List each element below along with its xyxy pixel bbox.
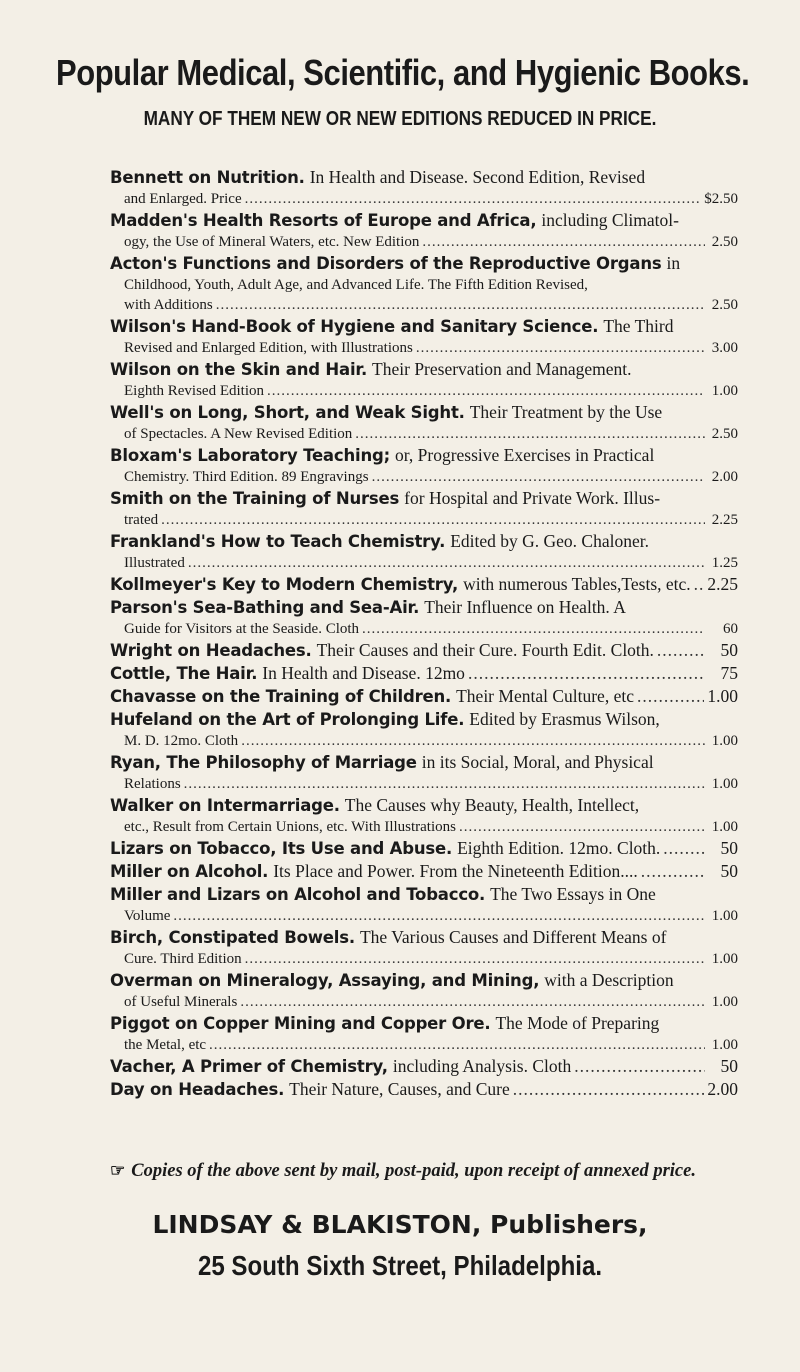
book-entry — [110, 837, 738, 860]
dot-leader — [694, 573, 705, 595]
dot-leader — [459, 817, 705, 837]
book-entry — [110, 794, 738, 837]
book-title: Lizars on Tobacco, Its Use and Abuse. — [110, 839, 453, 858]
dot-leader — [184, 774, 705, 794]
book-title: Overman on Mineralogy, Assaying, and Mining, — [110, 971, 540, 990]
book-price: 50 — [720, 838, 738, 858]
book-entry-line — [110, 731, 738, 751]
book-price: 50 — [720, 640, 738, 660]
book-description: for Hospital and Private Work. Illus- — [404, 488, 661, 508]
book-title: Wilson on the Skin and Hair. — [110, 360, 368, 379]
book-entry — [110, 639, 738, 662]
book-title: Wilson's Hand-Book of Hygiene and Sanitary Science. — [110, 317, 599, 336]
book-entry-line — [110, 530, 738, 553]
dot-leader — [468, 662, 705, 684]
book-entry — [110, 883, 738, 926]
book-description: with numerous Tables,Tests, etc. — [463, 574, 691, 594]
dot-leader — [240, 992, 705, 1012]
book-entry-line — [110, 553, 738, 573]
book-entry — [110, 751, 738, 794]
book-title: Birch, Constipated Bowels. — [110, 928, 355, 947]
book-entry-line — [110, 662, 738, 685]
dot-leader — [416, 338, 705, 358]
dot-leader — [209, 1035, 705, 1055]
page-title: Popular Medical, Scientific, and Hygienic Books. — [56, 52, 750, 93]
book-description: with Additions — [124, 297, 213, 313]
book-entry-line — [110, 295, 738, 315]
dot-leader — [355, 424, 705, 444]
book-description: Its Place and Power. From the Nineteenth Edition.... — [273, 861, 638, 881]
dot-leader — [657, 639, 705, 661]
book-description: and Enlarged. Price — [124, 191, 242, 207]
book-price: 50 — [720, 1056, 738, 1076]
book-price: 75 — [720, 663, 738, 683]
book-entry — [110, 1055, 738, 1078]
book-title: Cottle, The Hair. — [110, 664, 258, 683]
book-title: Parson's Sea-Bathing and Sea-Air. — [110, 598, 420, 617]
book-price: 1.00 — [707, 686, 738, 706]
book-title: Well's on Long, Short, and Weak Sight. — [110, 403, 465, 422]
book-description: Cure. Third Edition — [124, 951, 242, 967]
book-description: Eighth Revised Edition — [124, 383, 264, 399]
book-description: Relations — [124, 776, 181, 792]
book-entry-line — [110, 1012, 738, 1035]
book-price: $2.50 — [704, 191, 738, 207]
book-description: The Mode of Preparing — [495, 1013, 660, 1033]
book-entry-line — [110, 487, 738, 510]
book-description: The Various Causes and Different Means of — [359, 927, 667, 947]
book-entry-line — [110, 381, 738, 401]
mail-notice — [110, 1160, 738, 1182]
book-description: The Causes why Beauty, Health, Intellect, — [344, 795, 640, 815]
book-description: Their Treatment by the Use — [469, 402, 663, 422]
book-description: Their Mental Culture, etc — [456, 686, 634, 706]
book-price: 1.00 — [711, 1037, 738, 1053]
book-description: Their Influence on Health. A — [424, 597, 626, 617]
book-entry-line — [110, 166, 738, 189]
book-entry-line — [110, 969, 738, 992]
book-description: including Analysis. Cloth — [392, 1056, 572, 1076]
dot-leader — [637, 685, 704, 707]
book-price: 2.50 — [711, 234, 738, 250]
book-entry-line — [110, 708, 738, 731]
book-price: 60 — [723, 621, 738, 637]
book-description: Illustrated — [124, 555, 185, 571]
dot-leader — [216, 295, 705, 315]
book-title: Kollmeyer's Key to Modern Chemistry, — [110, 575, 459, 594]
dot-leader — [372, 467, 705, 487]
book-description: Revised and Enlarged Edition, with Illustrations — [124, 340, 413, 356]
book-entry-line — [110, 949, 738, 969]
book-title: Walker on Intermarriage. — [110, 796, 340, 815]
book-title: Ryan, The Philosophy of Marriage — [110, 753, 417, 772]
dot-leader — [362, 619, 705, 639]
book-title: Day on Headaches. — [110, 1080, 285, 1099]
book-price: 2.00 — [707, 1079, 738, 1099]
book-entry-line — [110, 444, 738, 467]
book-description: or, Progressive Exercises in Practical — [395, 445, 655, 465]
book-price: 50 — [720, 861, 738, 881]
dot-leader — [422, 232, 705, 252]
book-entry — [110, 662, 738, 685]
book-price: 3.00 — [711, 340, 738, 356]
book-title: Madden's Health Resorts of Europe and Africa, — [110, 211, 537, 230]
dot-leader — [188, 553, 705, 573]
publisher-address: 25 South Sixth Street, Philadelphia. — [197, 1250, 603, 1281]
book-description: Volume — [124, 908, 171, 924]
book-entry-line — [110, 189, 738, 209]
book-list — [110, 166, 738, 1101]
book-price: 2.00 — [711, 469, 738, 485]
book-entry-line — [110, 992, 738, 1012]
book-description: The Third — [603, 316, 674, 336]
book-entry-line — [110, 338, 738, 358]
book-description: Childhood, Youth, Adult Age, and Advanced Life. The Fifth Edition Revised, — [124, 277, 588, 293]
book-entry — [110, 685, 738, 708]
book-description: of Useful Minerals — [124, 994, 238, 1010]
book-entry — [110, 401, 738, 444]
book-entry-line — [110, 837, 738, 860]
book-title: Vacher, A Primer of Chemistry, — [110, 1057, 388, 1076]
book-entry-line — [110, 232, 738, 252]
book-entry-line — [110, 209, 738, 232]
book-entry — [110, 969, 738, 1012]
book-price: 1.00 — [711, 994, 738, 1010]
book-entry-line — [110, 1078, 738, 1101]
book-price: 1.00 — [711, 383, 738, 399]
book-entry-line — [110, 883, 738, 906]
book-entry-line — [110, 315, 738, 338]
book-description: Edited by Erasmus Wilson, — [469, 709, 660, 729]
book-price: 2.50 — [711, 297, 738, 313]
book-entry — [110, 487, 738, 530]
book-entry — [110, 596, 738, 639]
book-entry-line — [110, 510, 738, 530]
book-entry-line — [110, 817, 738, 837]
book-entry-line — [110, 860, 738, 883]
book-description: ogy, the Use of Mineral Waters, etc. New Edition — [124, 234, 420, 250]
book-entry-line — [110, 639, 738, 662]
book-entry — [110, 444, 738, 487]
book-entry-line — [110, 794, 738, 817]
dot-leader — [513, 1078, 705, 1100]
book-entry — [110, 166, 738, 209]
pointing-hand-icon: ☞ — [110, 1161, 126, 1180]
book-description: Their Nature, Causes, and Cure — [289, 1079, 510, 1099]
dot-leader — [241, 731, 705, 751]
page-subtitle: MANY OF THEM NEW OR NEW EDITIONS REDUCED IN PRICE. — [143, 108, 657, 130]
book-entry-line — [110, 1055, 738, 1078]
book-price: 2.25 — [711, 512, 738, 528]
book-entry-line — [110, 401, 738, 424]
book-description: Eighth Edition. 12mo. Cloth. — [457, 838, 661, 858]
book-entry-line — [110, 573, 738, 596]
book-title: Frankland's How to Teach Chemistry. — [110, 532, 446, 551]
book-price: 1.00 — [711, 951, 738, 967]
book-description: in — [666, 253, 681, 273]
book-entry-line — [110, 774, 738, 794]
book-title: Piggot on Copper Mining and Copper Ore. — [110, 1014, 491, 1033]
book-description: Edited by G. Geo. Chaloner. — [450, 531, 649, 551]
dot-leader — [641, 860, 705, 882]
book-title: Bloxam's Laboratory Teaching; — [110, 446, 391, 465]
book-entry-line — [110, 424, 738, 444]
dot-leader — [574, 1055, 705, 1077]
book-price: 1.00 — [711, 733, 738, 749]
book-entry — [110, 860, 738, 883]
dot-leader — [245, 949, 705, 969]
book-entry-line — [110, 1035, 738, 1055]
book-entry-line — [110, 685, 738, 708]
book-description: of Spectacles. A New Revised Edition — [124, 426, 353, 442]
book-entry-line — [110, 906, 738, 926]
book-entry-line — [110, 275, 738, 295]
book-entry — [110, 252, 738, 315]
book-description: In Health and Disease. 12mo — [262, 663, 465, 683]
book-title: Wright on Headaches. — [110, 641, 312, 660]
book-entry-line — [110, 467, 738, 487]
book-title: Smith on the Training of Nurses — [110, 489, 400, 508]
book-entry — [110, 573, 738, 596]
book-entry — [110, 530, 738, 573]
dot-leader — [161, 510, 705, 530]
book-title: Miller and Lizars on Alcohol and Tobacco. — [110, 885, 486, 904]
mail-notice-text: Copies of the above sent by mail, post-paid, upon receipt of annexed price. — [131, 1161, 696, 1181]
book-description: including Climatol- — [541, 210, 679, 230]
book-description: Guide for Visitors at the Seaside. Cloth — [124, 621, 360, 637]
book-price: 2.25 — [707, 574, 738, 594]
book-entry — [110, 1078, 738, 1101]
book-entry-line — [110, 619, 738, 639]
book-description: in its Social, Moral, and Physical — [421, 752, 654, 772]
book-description: the Metal, etc — [124, 1037, 207, 1053]
book-price: 2.50 — [711, 426, 738, 442]
book-title: Acton's Functions and Disorders of the Reproductive Organs — [110, 254, 662, 273]
publisher-name: LINDSAY & BLAKISTON, Publishers, — [152, 1210, 648, 1239]
book-entry-line — [110, 926, 738, 949]
book-title: Bennett on Nutrition. — [110, 168, 305, 187]
book-entry — [110, 926, 738, 969]
book-title: Miller on Alcohol. — [110, 862, 269, 881]
book-description: Their Causes and their Cure. Fourth Edit. Cloth. — [316, 640, 654, 660]
dot-leader — [267, 381, 705, 401]
book-description: The Two Essays in One — [490, 884, 656, 904]
book-description: trated — [124, 512, 159, 528]
book-description: Chemistry. Third Edition. 89 Engravings — [124, 469, 369, 485]
book-description: with a Description — [544, 970, 674, 990]
book-entry — [110, 209, 738, 252]
book-price: 1.00 — [711, 908, 738, 924]
book-price: 1.25 — [711, 555, 738, 571]
book-entry-line — [110, 596, 738, 619]
book-entry-line — [110, 358, 738, 381]
book-price: 1.00 — [711, 776, 738, 792]
book-entry — [110, 708, 738, 751]
book-entry — [110, 358, 738, 401]
dot-leader — [245, 189, 702, 209]
book-description: etc., Result from Certain Unions, etc. With Illustrations — [124, 819, 456, 835]
dot-leader — [173, 906, 705, 926]
book-title: Chavasse on the Training of Children. — [110, 687, 452, 706]
book-entry-line — [110, 751, 738, 774]
book-entry — [110, 315, 738, 358]
book-entry — [110, 1012, 738, 1055]
book-price: 1.00 — [711, 819, 738, 835]
book-title: Hufeland on the Art of Prolonging Life. — [110, 710, 465, 729]
dot-leader — [663, 837, 705, 859]
book-entry-line — [110, 252, 738, 275]
book-description: Their Preservation and Management. — [372, 359, 632, 379]
book-description: In Health and Disease. Second Edition, Revised — [309, 167, 646, 187]
book-description: M. D. 12mo. Cloth — [124, 733, 239, 749]
